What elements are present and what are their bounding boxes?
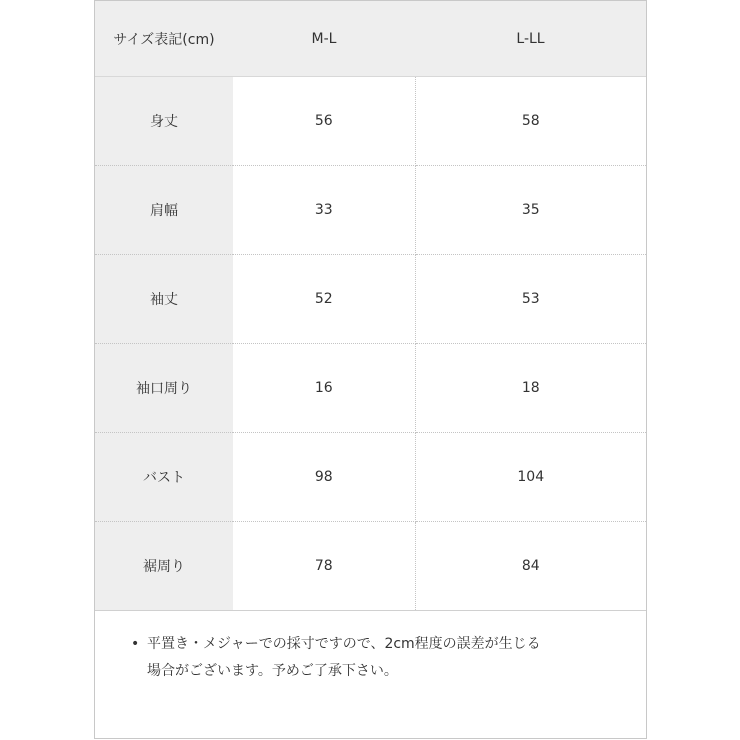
table-row xyxy=(95,255,646,344)
measurement-label: 肩幅 xyxy=(95,166,233,255)
notes-list xyxy=(129,631,629,685)
note-item xyxy=(129,631,629,685)
measurement-label: バスト xyxy=(95,433,233,522)
measurement-label: 裾周り xyxy=(95,522,233,611)
size-table xyxy=(95,1,646,611)
table-row xyxy=(95,522,646,611)
size-column-header: L-LL xyxy=(415,1,646,77)
measurement-value: 35 xyxy=(415,166,646,255)
note-text-line: 場合がございます。予めご了承下さい。 xyxy=(147,663,398,679)
measurement-value: 18 xyxy=(415,344,646,433)
measurement-label: 袖丈 xyxy=(95,255,233,344)
measurement-value: 58 xyxy=(415,77,646,166)
measurement-value: 98 xyxy=(233,433,415,522)
size-label-header: サイズ表記(cm) xyxy=(95,1,233,77)
table-row xyxy=(95,344,646,433)
note-text-line: 平置き・メジャーでの採寸ですので、2cm程度の誤差が生じる xyxy=(147,636,541,652)
measurement-value: 84 xyxy=(415,522,646,611)
table-row xyxy=(95,166,646,255)
table-row xyxy=(95,433,646,522)
measurement-value: 16 xyxy=(233,344,415,433)
measurement-value: 33 xyxy=(233,166,415,255)
size-chart-panel xyxy=(94,0,647,739)
table-row xyxy=(95,77,646,166)
table-header-row xyxy=(95,1,646,77)
size-column-header: M-L xyxy=(233,1,415,77)
measurement-label: 身丈 xyxy=(95,77,233,166)
measurement-value: 56 xyxy=(233,77,415,166)
measurement-label: 袖口周り xyxy=(95,344,233,433)
measurement-value: 78 xyxy=(233,522,415,611)
measurement-value: 53 xyxy=(415,255,646,344)
measurement-value: 52 xyxy=(233,255,415,344)
measurement-value: 104 xyxy=(415,433,646,522)
bullet-icon: • xyxy=(131,636,140,652)
